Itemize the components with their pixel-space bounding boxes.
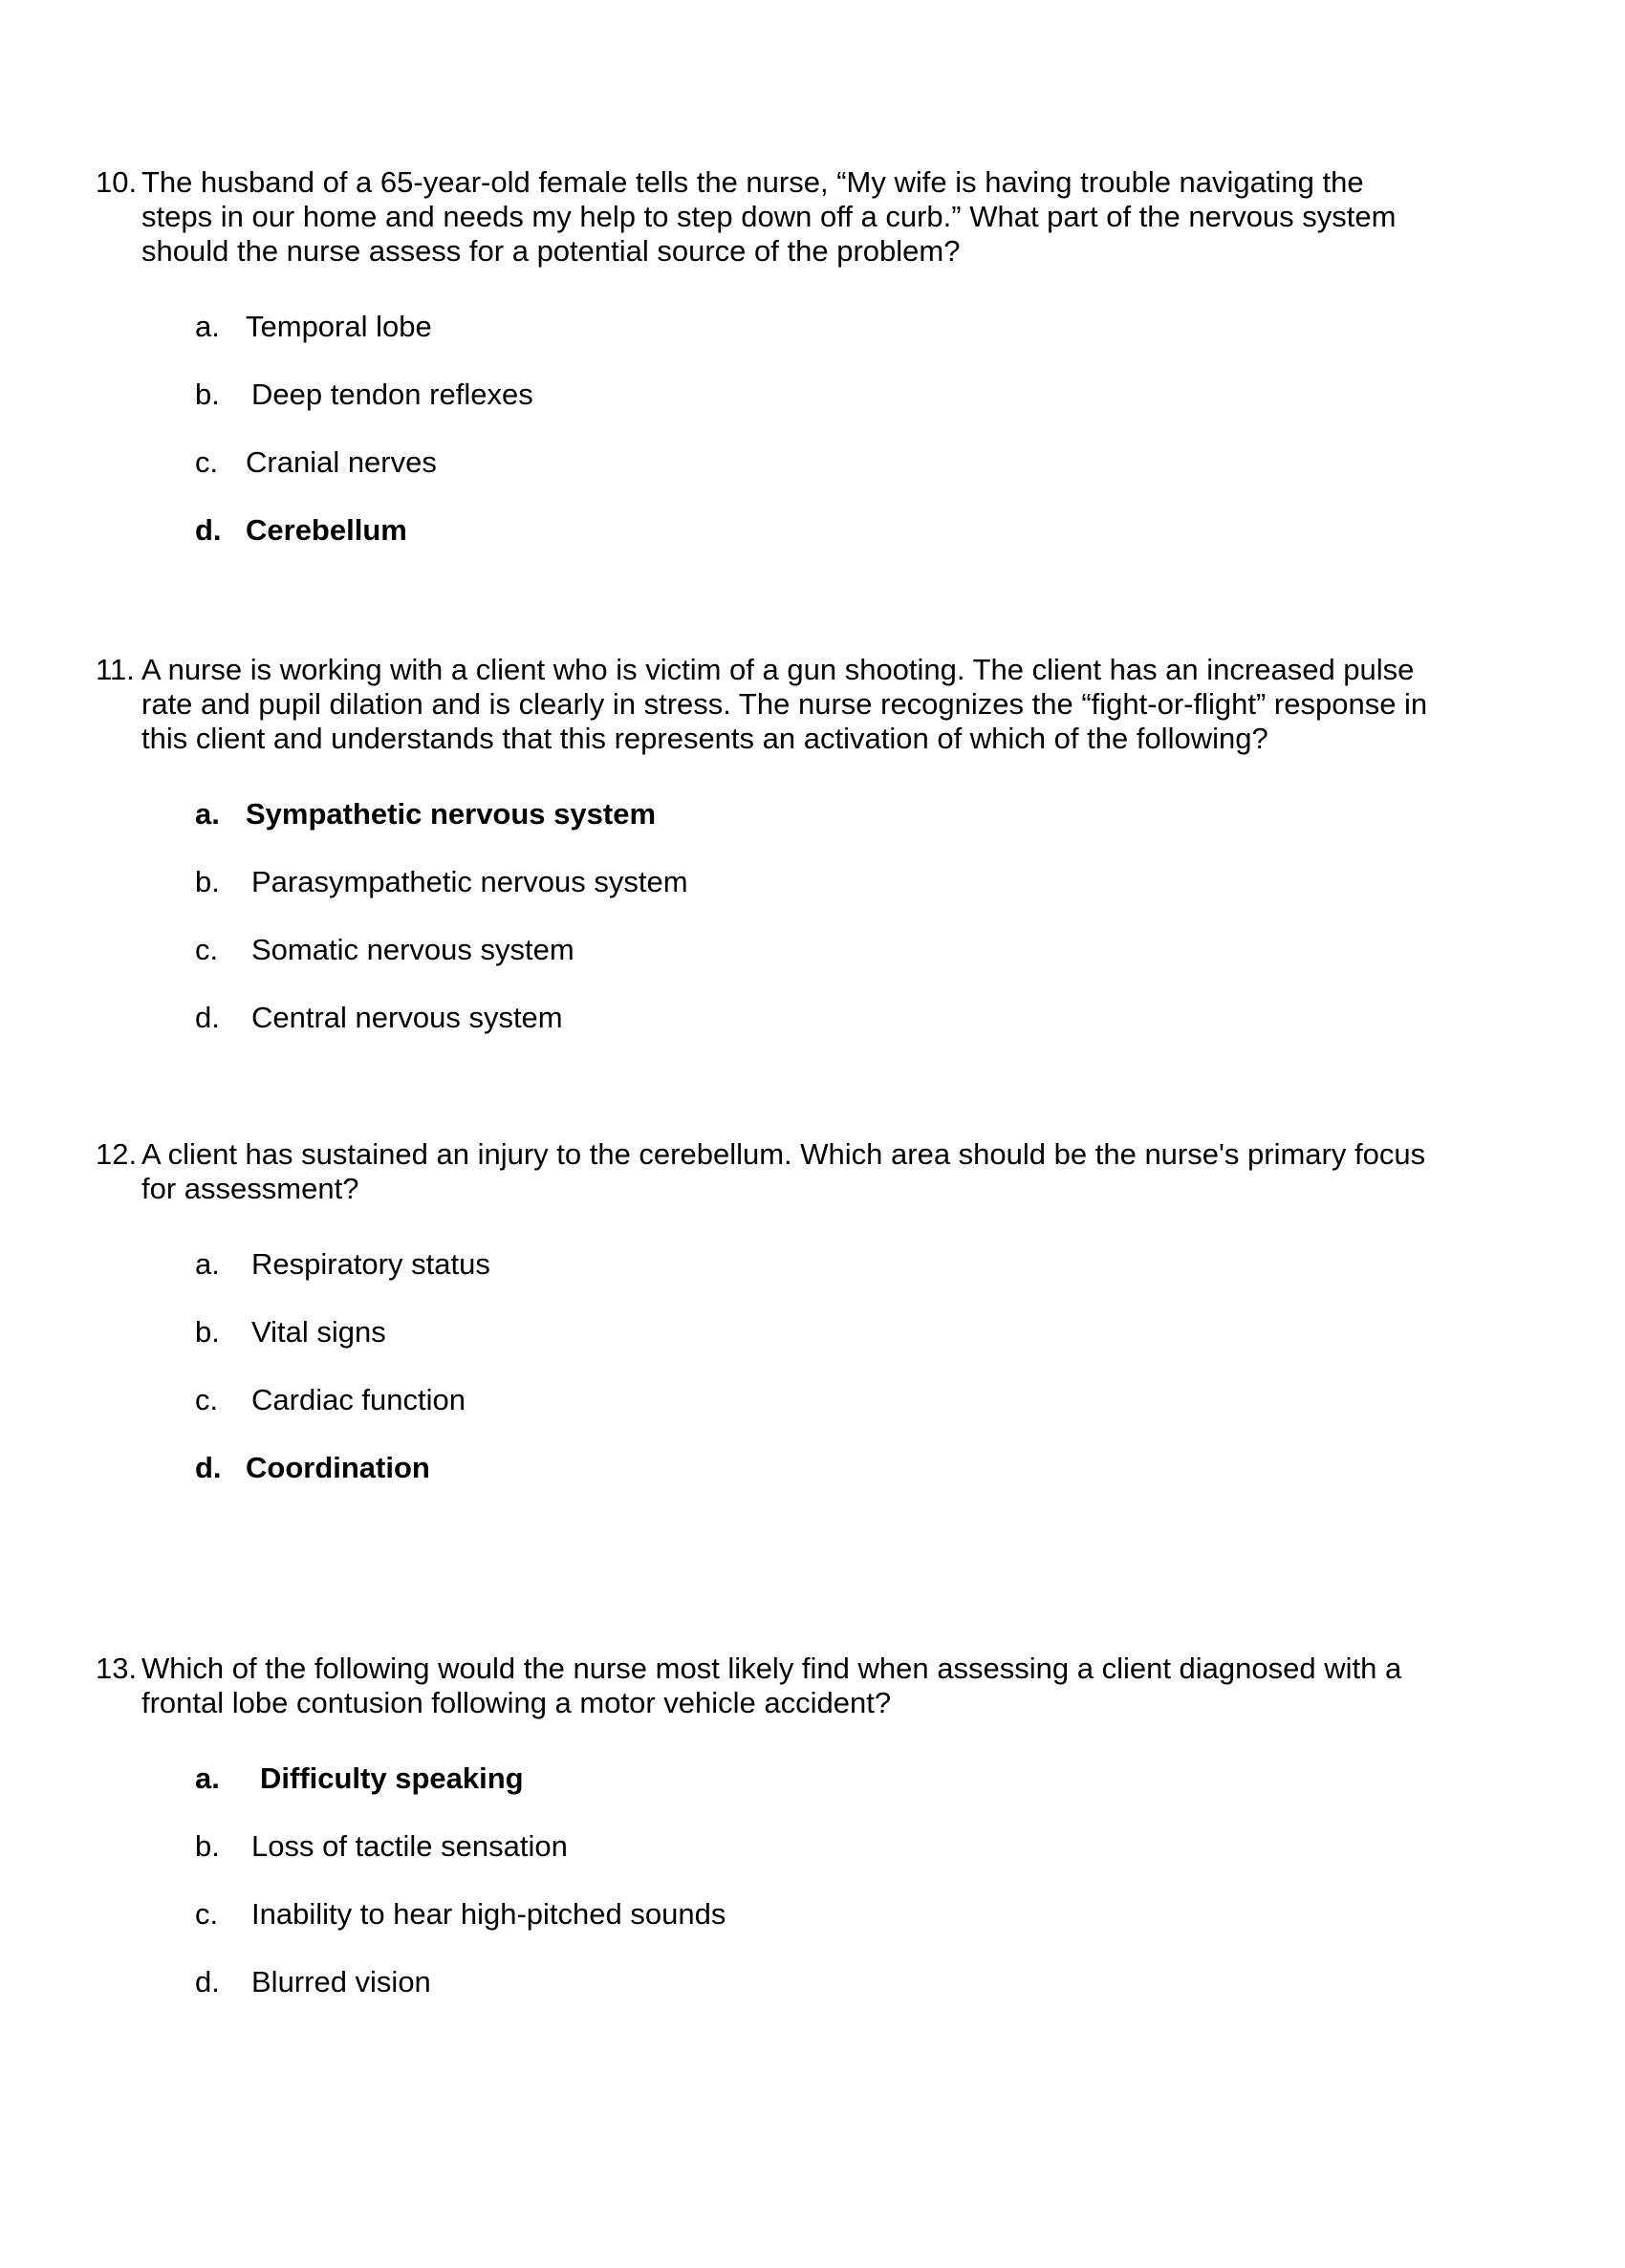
option-text: Respiratory status — [251, 1247, 490, 1281]
option-text: Sympathetic nervous system — [246, 797, 657, 831]
question-line — [96, 1652, 1587, 1686]
question-line — [96, 1137, 1587, 1172]
question-text-line: frontal lobe contusion following a motor vehicle accident? — [141, 1686, 892, 1719]
option-text: Blurred vision — [251, 1965, 431, 1998]
document-page — [0, 165, 1625, 2268]
question-text-line: steps in our home and needs my help to step down off a curb.” What part of the nervous system — [141, 200, 1397, 233]
question-block-10 — [96, 165, 1587, 548]
option-text: Central nervous system — [251, 1001, 563, 1034]
option-row — [195, 1001, 1587, 1035]
question-block-11 — [96, 653, 1587, 1035]
option-row — [195, 1965, 1587, 1999]
option-letter: a. — [195, 797, 220, 831]
option-row — [195, 378, 1587, 412]
option-text: Cerebellum — [246, 513, 407, 547]
question-number: 12. — [96, 1137, 138, 1171]
option-letter: b. — [195, 865, 220, 898]
question-block-13 — [96, 1652, 1587, 1999]
option-row — [195, 310, 1587, 344]
option-letter: b. — [195, 1829, 220, 1863]
option-letter: d. — [195, 513, 222, 547]
option-letter: c. — [195, 445, 219, 479]
option-text: Somatic nervous system — [251, 933, 574, 966]
option-letter: d. — [195, 1001, 220, 1034]
option-row-answer — [195, 797, 1587, 832]
option-text: Parasympathetic nervous system — [251, 865, 688, 898]
question-text-line: for assessment? — [141, 1172, 359, 1205]
question-number: 13. — [96, 1652, 138, 1685]
question-text-line: A nurse is working with a client who is victim of a gun shooting. The client has an increased pulse — [141, 653, 1415, 686]
option-letter: d. — [195, 1451, 222, 1484]
option-text: Cranial nerves — [246, 445, 437, 479]
question-text-line: A client has sustained an injury to the cerebellum. Which area should be the nurse's primary focus — [141, 1137, 1426, 1171]
option-row — [195, 445, 1587, 480]
option-row — [195, 1897, 1587, 1932]
question-line — [96, 653, 1587, 687]
option-letter: b. — [195, 1315, 220, 1349]
question-text-line: The husband of a 65-year-old female tells the nurse, “My wife is having trouble navigating the — [141, 165, 1364, 199]
option-row — [195, 1315, 1587, 1350]
option-letter: a. — [195, 310, 220, 343]
option-text: Inability to hear high-pitched sounds — [251, 1897, 726, 1931]
option-text: Loss of tactile sensation — [251, 1829, 568, 1863]
option-row-answer — [195, 513, 1587, 548]
question-text-line: this client and understands that this represents an activation of which of the following? — [141, 722, 1268, 755]
option-row — [195, 933, 1587, 967]
option-row-answer — [195, 1451, 1587, 1485]
option-letter: c. — [195, 933, 219, 966]
option-row — [195, 1829, 1587, 1864]
question-block-12 — [96, 1137, 1587, 1485]
option-row — [195, 1383, 1587, 1417]
option-letter: a. — [195, 1247, 220, 1281]
question-text-line: rate and pupil dilation and is clearly in stress. The nurse recognizes the “fight-or-flight” response in — [141, 687, 1428, 721]
option-text: Deep tendon reflexes — [251, 378, 533, 411]
option-text: Cardiac function — [251, 1383, 466, 1416]
option-text: Coordination — [246, 1451, 430, 1484]
option-letter: c. — [195, 1383, 219, 1416]
option-row — [195, 865, 1587, 899]
option-text: Temporal lobe — [246, 310, 432, 343]
question-line — [96, 165, 1587, 200]
option-row-answer — [195, 1761, 1587, 1796]
option-text: Vital signs — [251, 1315, 386, 1349]
question-text-line: should the nurse assess for a potential source of the problem? — [141, 234, 961, 268]
option-letter: c. — [195, 1897, 219, 1931]
option-row — [195, 1247, 1587, 1282]
option-text: Difficulty speaking — [260, 1761, 524, 1795]
option-letter: a. — [195, 1761, 220, 1795]
option-letter: b. — [195, 378, 220, 411]
question-number: 10. — [96, 165, 138, 199]
question-text-line: Which of the following would the nurse most likely find when assessing a client diagnosed with a — [141, 1652, 1402, 1685]
option-letter: d. — [195, 1965, 220, 1998]
question-number: 11. — [96, 653, 135, 686]
